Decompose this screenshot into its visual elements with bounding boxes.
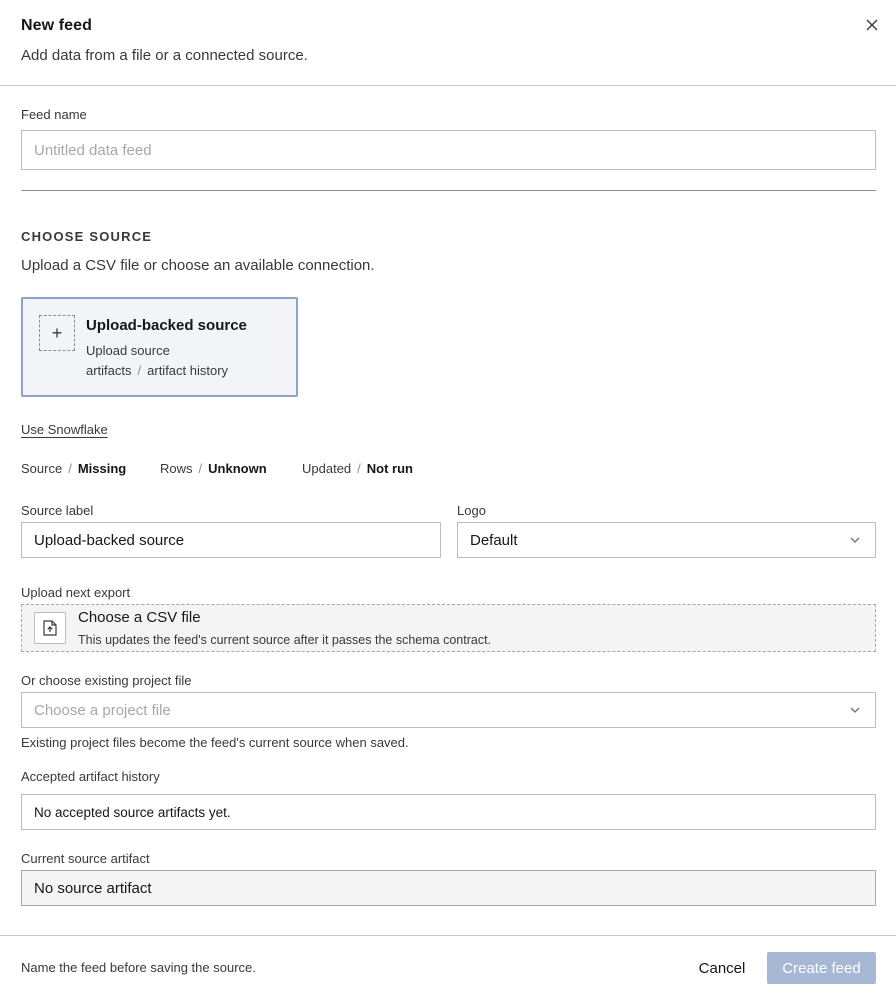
chevron-down-icon	[849, 534, 861, 546]
dialog-subtitle: Add data from a file or a connected source.	[21, 47, 308, 64]
source-card-subtitle: Upload source	[86, 343, 170, 358]
close-icon	[866, 19, 878, 31]
footer-divider	[0, 935, 896, 936]
feed-name-placeholder: Untitled data feed	[34, 141, 152, 159]
meta-source-value: Missing	[77, 461, 127, 476]
current-artifact-value: No source artifact	[34, 879, 152, 897]
source-label-value: Upload-backed source	[34, 531, 185, 549]
meta-updated-value: Not run	[366, 461, 413, 476]
meta-rows-value: Unknown	[208, 461, 267, 476]
artifact-history-label: Accepted artifact history	[21, 769, 160, 784]
project-file-label: Or choose existing project file	[21, 673, 192, 688]
divider	[21, 190, 876, 191]
logo-select-value: Default	[470, 531, 518, 549]
source-card-history: artifact history	[147, 363, 229, 378]
meta-source-label: Source	[21, 461, 63, 476]
close-button[interactable]	[860, 13, 884, 37]
meta-rows-label: Rows	[160, 461, 193, 476]
logo-select[interactable]	[457, 522, 876, 558]
separator: /	[68, 461, 72, 476]
source-card-artifacts: artifacts	[86, 363, 132, 378]
upload-title: Choose a CSV file	[78, 609, 201, 626]
cancel-button[interactable]: Cancel	[698, 959, 746, 977]
dialog-header	[0, 0, 896, 86]
upload-description: This updates the feed's current source after it passes the schema contract.	[78, 633, 492, 647]
project-file-placeholder: Choose a project file	[34, 701, 171, 719]
csv-upload-dropzone[interactable]	[21, 604, 876, 652]
feed-name-input[interactable]	[21, 130, 876, 170]
meta-source	[21, 461, 126, 476]
choose-source-description: Upload a CSV file or choose an available connection.	[21, 257, 375, 274]
project-file-helper: Existing project files become the feed's current source when saved.	[21, 735, 409, 750]
separator: /	[137, 363, 142, 378]
feed-name-label: Feed name	[21, 107, 87, 122]
source-card-upload[interactable]	[21, 297, 298, 397]
choose-source-heading: CHOOSE SOURCE	[21, 229, 153, 244]
create-feed-button[interactable]: Create feed	[767, 952, 876, 984]
current-artifact-label: Current source artifact	[21, 851, 150, 866]
artifact-history-box	[21, 794, 876, 830]
plus-icon: +	[39, 315, 75, 351]
source-label-input[interactable]	[21, 522, 441, 558]
meta-updated-label: Updated	[302, 461, 352, 476]
current-artifact-field	[21, 870, 876, 906]
source-label-label: Source label	[21, 503, 94, 518]
source-card-title: Upload-backed source	[86, 317, 247, 334]
meta-rows	[160, 461, 267, 476]
use-snowflake-link[interactable]: Use Snowflake	[21, 422, 108, 437]
upload-label: Upload next export	[21, 585, 131, 600]
artifact-history-value: No accepted source artifacts yet.	[34, 804, 231, 820]
separator: /	[357, 461, 361, 476]
separator: /	[198, 461, 203, 476]
logo-label: Logo	[457, 503, 486, 518]
meta-updated	[302, 461, 413, 476]
footer-message: Name the feed before saving the source.	[21, 960, 256, 975]
project-file-select[interactable]	[21, 692, 876, 728]
dialog-title: New feed	[21, 17, 93, 34]
source-card-detail	[86, 363, 228, 378]
file-upload-icon	[34, 612, 66, 644]
chevron-down-icon	[849, 704, 861, 716]
